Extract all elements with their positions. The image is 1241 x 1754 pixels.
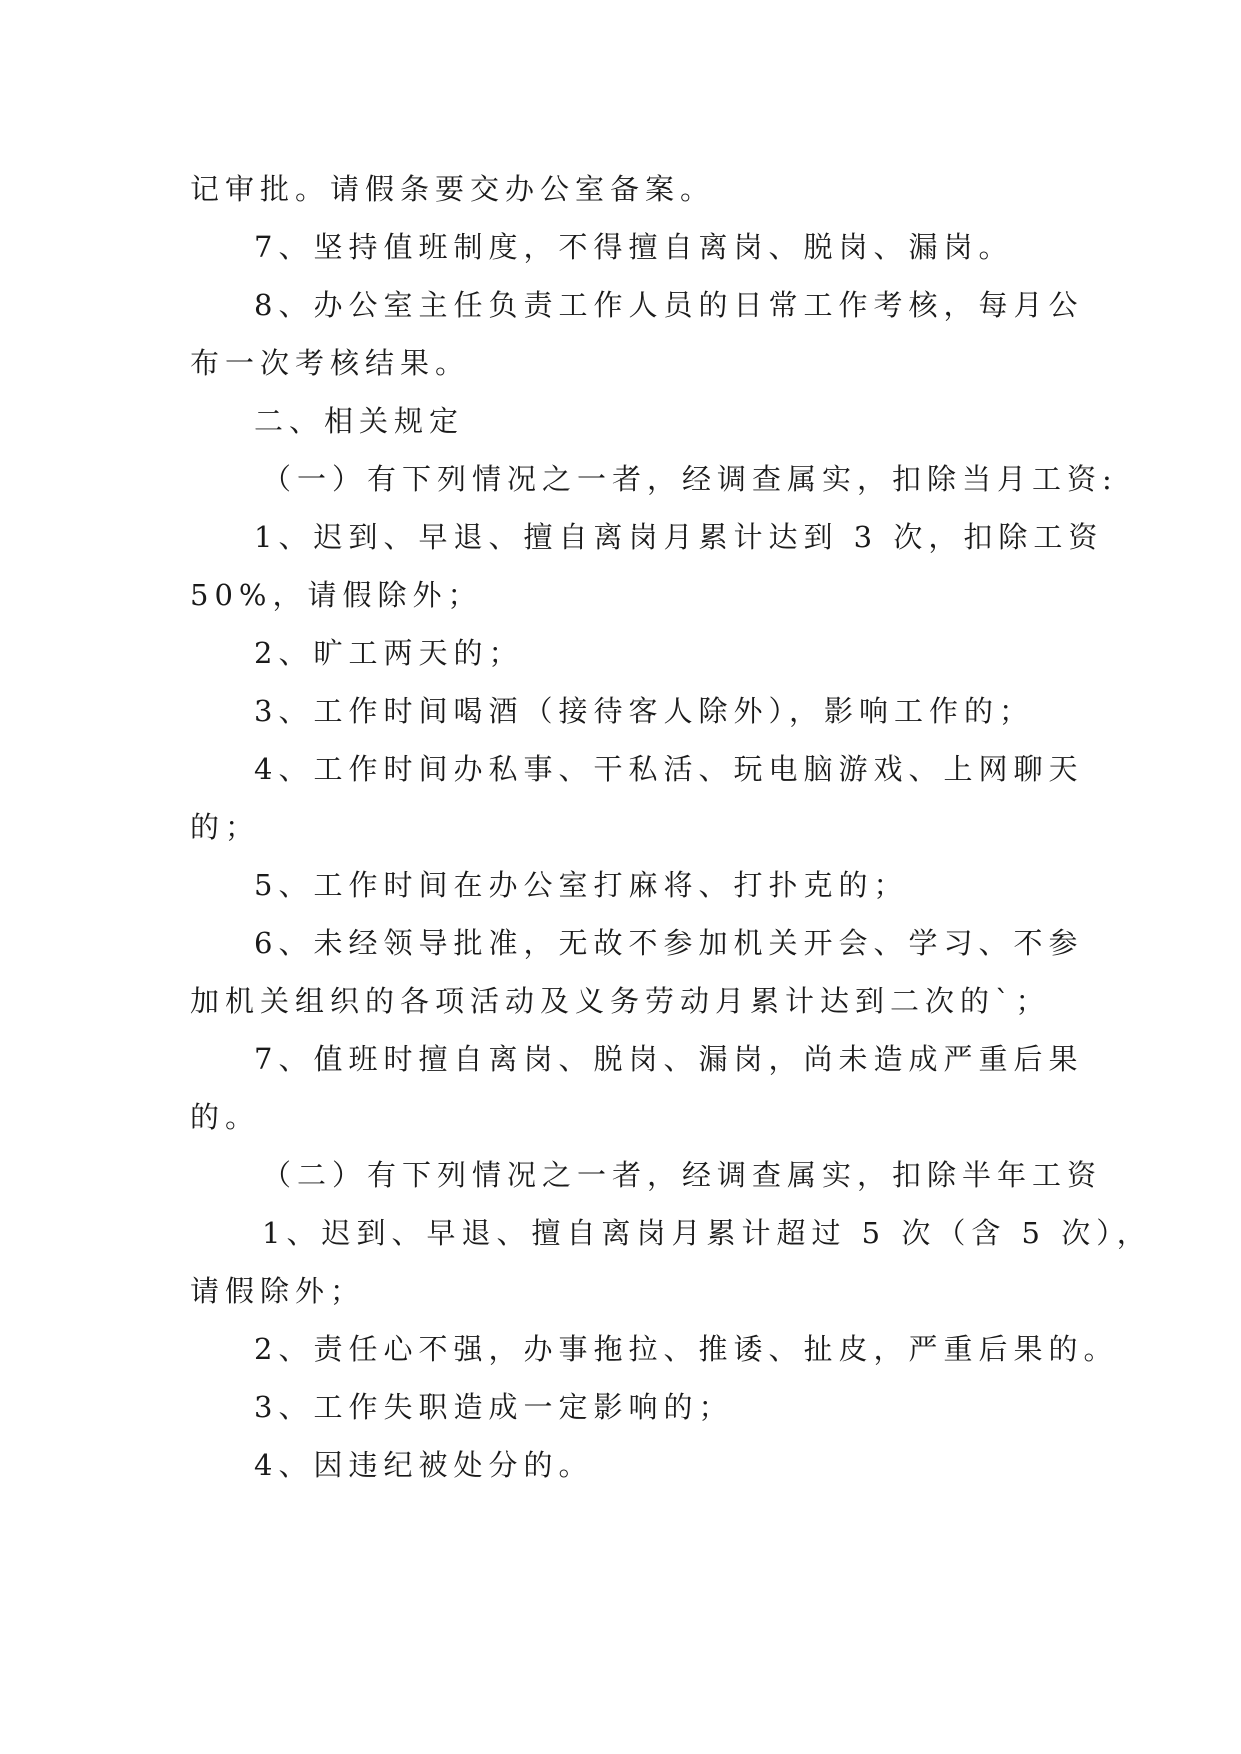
text-line: 4、因违纪被处分的。	[254, 1448, 594, 1482]
text-line: 加机关组织的各项活动及义务劳动月累计达到二次的`；	[190, 984, 1051, 1018]
text-line: 的；	[190, 810, 261, 844]
text-line: 1、迟到、早退、擅自离岗月累计达到 3 次，扣除工资	[254, 520, 1104, 554]
text-line: 1、迟到、早退、擅自离岗月累计超过 5 次（含 5 次），	[262, 1216, 1152, 1250]
text-line: 记审批。请假条要交办公室备案。	[190, 172, 716, 206]
text-line: 8、办公室主任负责工作人员的日常工作考核，每月公	[254, 288, 1084, 322]
text-line: 2、旷工两天的；	[254, 636, 524, 670]
text-line: 2、责任心不强，办事拖拉、推诿、扯皮，严重后果的。	[254, 1332, 1119, 1366]
subsection-heading: （二）有下列情况之一者，经调查属实，扣除半年工资	[262, 1158, 1103, 1192]
text-line: 6、未经领导批准，无故不参加机关开会、学习、不参	[254, 926, 1084, 960]
document-body	[190, 160, 1152, 1494]
section-heading: 二、相关规定	[254, 404, 465, 438]
text-line: 7、坚持值班制度，不得擅自离岗、脱岗、漏岗。	[254, 230, 1014, 264]
text-line: 7、值班时擅自离岗、脱岗、漏岗，尚未造成严重后果	[254, 1042, 1084, 1076]
text-line: 5、工作时间在办公室打麻将、打扑克的；	[254, 868, 909, 902]
text-line: 3、工作失职造成一定影响的；	[254, 1390, 734, 1424]
text-line: 3、工作时间喝酒（接待客人除外），影响工作的；	[254, 694, 1034, 728]
text-line: 的。	[190, 1100, 261, 1134]
text-line: 布一次考核结果。	[190, 346, 471, 380]
text-line: 4、工作时间办私事、干私活、玩电脑游戏、上网聊天	[254, 752, 1084, 786]
text-line: 50%，请假除外；	[190, 578, 483, 612]
text-line: 请假除外；	[190, 1274, 366, 1308]
subsection-heading: （一）有下列情况之一者，经调查属实，扣除当月工资:	[262, 462, 1118, 496]
